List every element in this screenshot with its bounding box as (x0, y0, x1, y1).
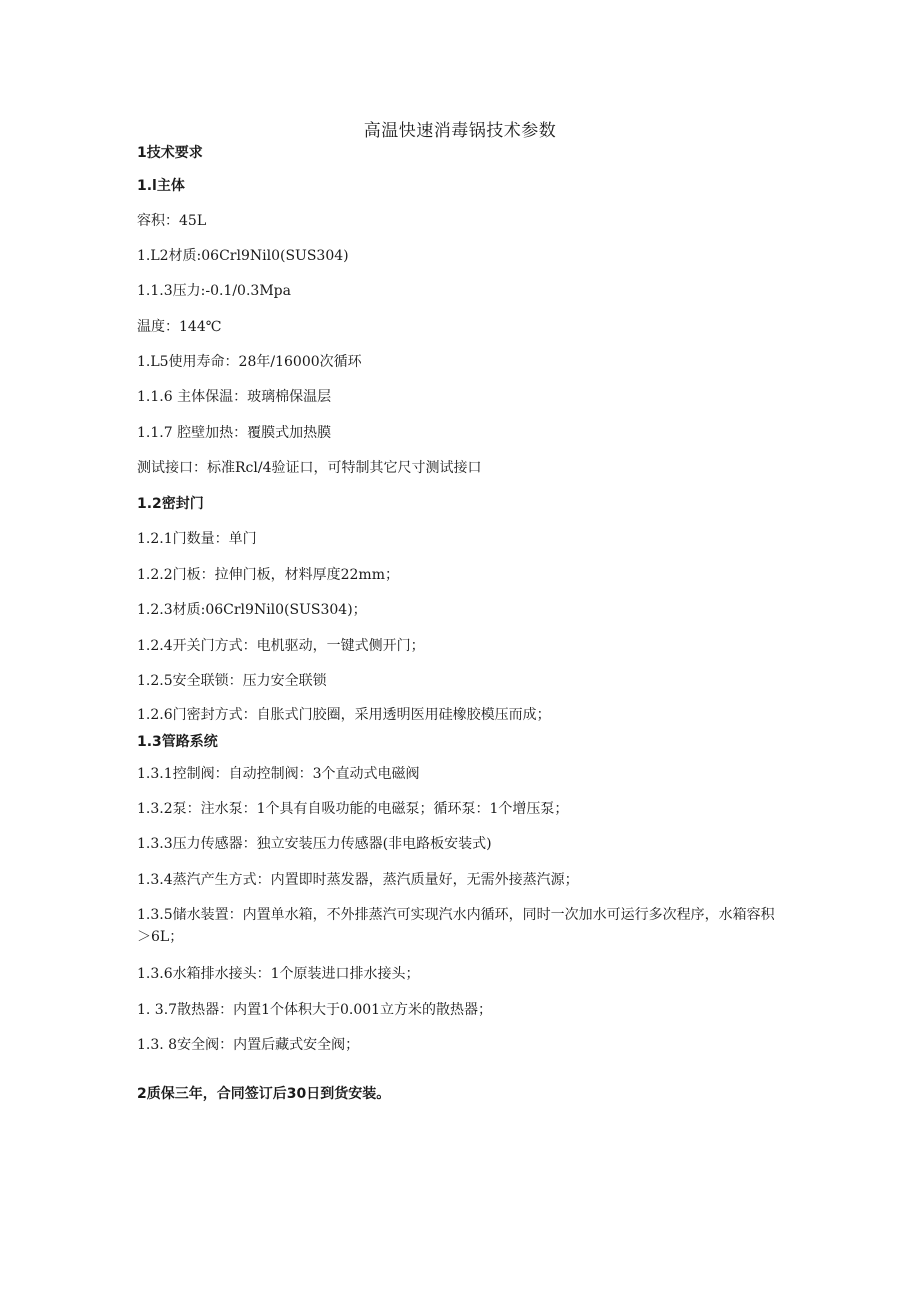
spec-line: 1.2.6门密封方式：自胀式门胶圈，采用透明医用硅橡胶模压而成； (137, 707, 551, 723)
spec-line: 1.2.5安全联锁：压力安全联锁 (137, 673, 327, 689)
spec-line: 1.2.4开关门方式：电机驱动，一键式侧开门； (137, 638, 425, 654)
spec-line: 1.1.6 主体保温：玻璃棉保温层 (137, 389, 332, 405)
section-heading: 1技术要求 (137, 145, 203, 161)
subsection-heading: 1.3管路系统 (137, 734, 218, 750)
spec-line: 容积：45L (137, 213, 207, 229)
subsection-heading: 1.l主体 (137, 178, 185, 194)
document-title: 高温快速消毒锅技术参数 (363, 121, 557, 141)
spec-line: 1.3.3压力传感器：独立安装压力传感器(非电路板安装式) (137, 836, 492, 852)
spec-line: 1.2.1门数量：单门 (137, 531, 257, 547)
spec-line: 1.3.4蒸汽产生方式：内置即时蒸发器，蒸汽质量好，无需外接蒸汽源； (137, 872, 579, 888)
spec-line: 1.3. 8安全阀：内置后藏式安全阀； (137, 1037, 360, 1053)
spec-line: 1. 3.7散热器：内置1个体积大于0.001立方米的散热器； (137, 1002, 493, 1018)
spec-line-wrapped: 1.3.5储水装置：内置单水箱，不外排蒸汽可实现汽水内循环，同时一次加水可运行多次程序，水箱容积＞6L； (137, 907, 775, 945)
warranty-line: 2质保三年，合同签订后30日到货安装。 (137, 1086, 391, 1102)
spec-line: 1.2.3材质:06Crl9Nil0(SUS304)； (137, 602, 367, 618)
spec-line: 1.1.7 腔壁加热：覆膜式加热膜 (137, 425, 332, 441)
spec-line: 1.3.1控制阀：自动控制阀：3个直动式电磁阀 (137, 766, 420, 782)
spec-line: 测试接口：标准Rcl/4验证口，可特制其它尺寸测试接口 (137, 460, 482, 476)
subsection-heading: 1.2密封门 (137, 496, 204, 512)
spec-line: 1.1.3压力:-0.1/0.3Mpa (137, 283, 291, 299)
spec-line: 1.L5使用寿命：28年/16000次循环 (137, 354, 362, 370)
spec-line: 1.3.2泵：注水泵：1个具有自吸功能的电磁泵；循环泵：1个增压泵； (137, 801, 569, 817)
spec-line: 1.L2材质:06Crl9Nil0(SUS304) (137, 248, 349, 264)
spec-line: 温度：144℃ (137, 319, 222, 335)
spec-line: 1.3.6水箱排水接头：1个原装进口排水接头； (137, 966, 420, 982)
spec-line: 1.2.2门板：拉伸门板，材料厚度22mm； (137, 567, 399, 583)
